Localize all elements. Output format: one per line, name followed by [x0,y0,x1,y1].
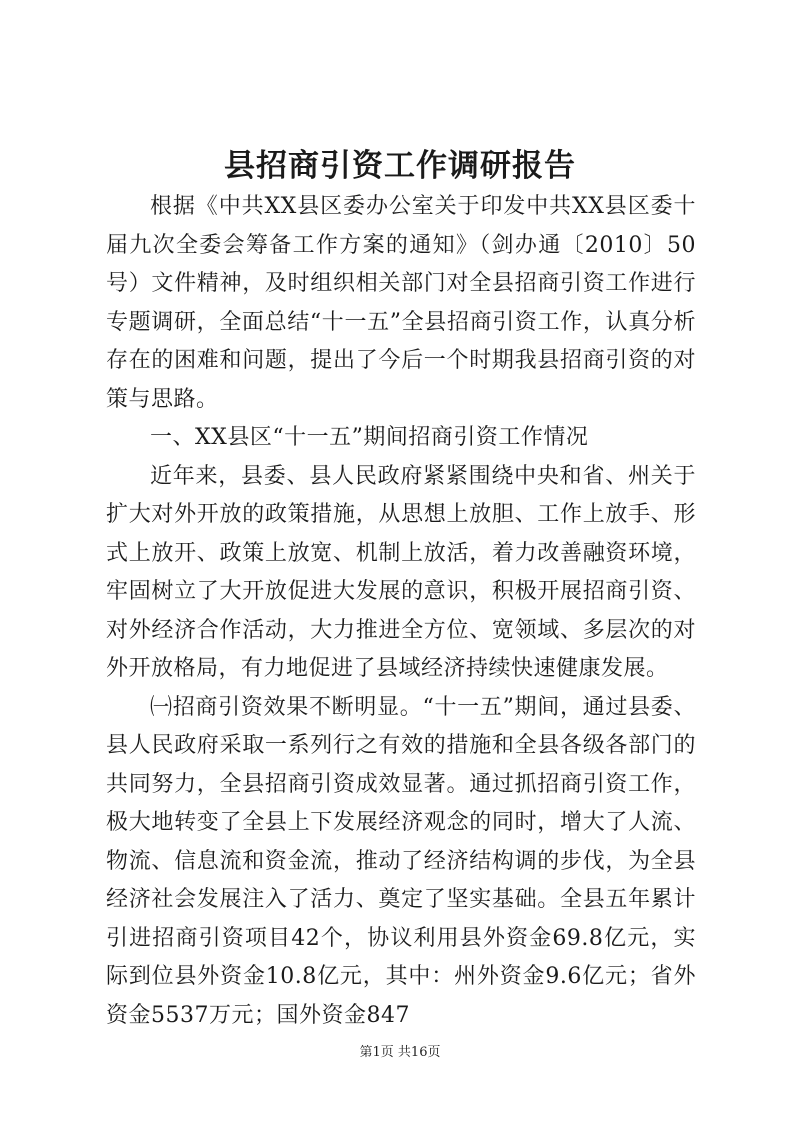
section-heading-1: 一、XX县区“十一五”期间招商引资工作情况 [150,425,589,450]
paragraph-results: ㈠招商引资效果不断明显。“十一五”期间，通过县委、县人民政府采取一系列行之有效的措施和全县各级各部门的共同努力，全县招商引资成效显著。通过抓招商引资工作，极大地转变了全县上下发展经济观念的同时，增大了人流、物流、信息流和资金流，推动了经济结构调的步伐，为全县经济社会发展注入了活力、奠定了坚实基础。全县五年累计引进招商引资项目42个，协议利用县外资金69.8亿元，实际到位县外资金10.8亿元，其中：州外资金9.6亿元；省外资金5537万元；国外资金847 [106,694,696,1028]
page-footer: 第1页 共16页 [359,1045,441,1060]
document-title: 县招商引资工作调研报告 [224,148,576,184]
document-body [106,188,696,1035]
paragraph-intro: 根据《中共XX县区委办公室关于印发中共XX县区委十届九次全委会筹备工作方案的通知》（剑办通〔2010〕50号）文件精神，及时组织相关部门对全县招商引资工作进行专题调研，全面总结“十一五”全县招商引资工作，认真分析存在的困难和问题，提出了今后一个时期我县招商引资的对策与思路。 [106,194,696,412]
paragraph-overview: 近年来，县委、县人民政府紧紧围绕中央和省、州关于扩大对外开放的政策措施，从思想上放胆、工作上放手、形式上放开、政策上放宽、机制上放活，着力改善融资环境，牢固树立了大开放促进大发展的意识，积极开展招商引资、对外经济合作活动，大力推进全方位、宽领域、多层次的对外开放格局，有力地促进了县域经济持续快速健康发展。 [106,463,696,681]
